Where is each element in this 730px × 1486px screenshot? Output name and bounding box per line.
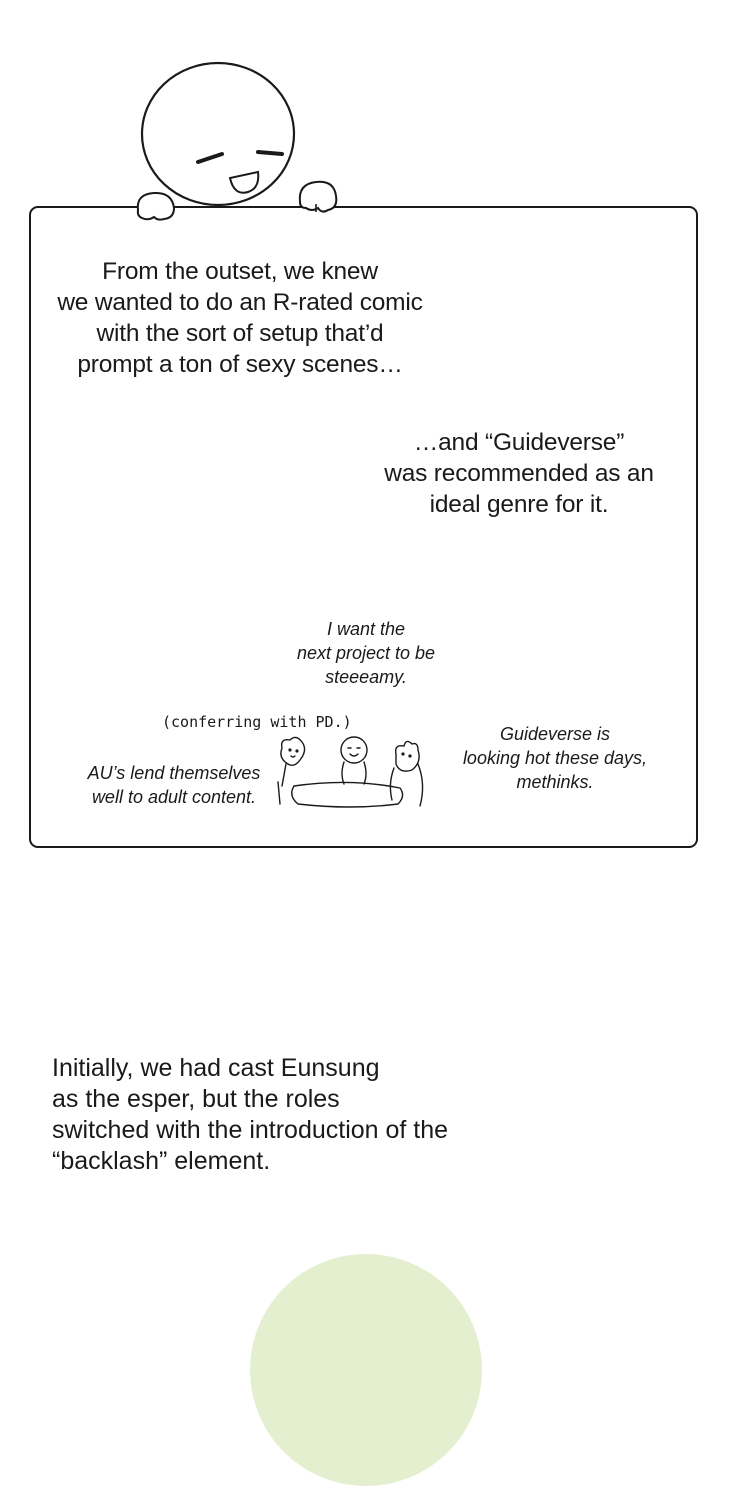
caption-top: From the outset, we knew we wanted to do an R-rated comic with the sort of setup that’d prompt a ton of sexy scenes… <box>57 258 423 378</box>
speech-center: I want the next project to be steeeamy. <box>296 619 436 687</box>
note-conferring: (conferring with PD.) <box>162 713 352 731</box>
green-circle-shape <box>250 1254 482 1486</box>
mascot-right-hand-icon <box>296 176 342 218</box>
mascot-left-hand-icon <box>134 188 178 222</box>
speech-right: Guideverse is looking hot these days, methinks. <box>462 724 648 792</box>
caption-right: …and “Guideverse” was recommended as an ideal genre for it. <box>384 429 654 518</box>
conference-doodle-icon <box>270 734 430 814</box>
speech-left: AU’s lend themselves well to adult content. <box>87 763 261 807</box>
caption-bottom: Initially, we had cast Eunsung as the esper, but the roles switched with the introduction of the “backlash” element. <box>52 1054 449 1175</box>
